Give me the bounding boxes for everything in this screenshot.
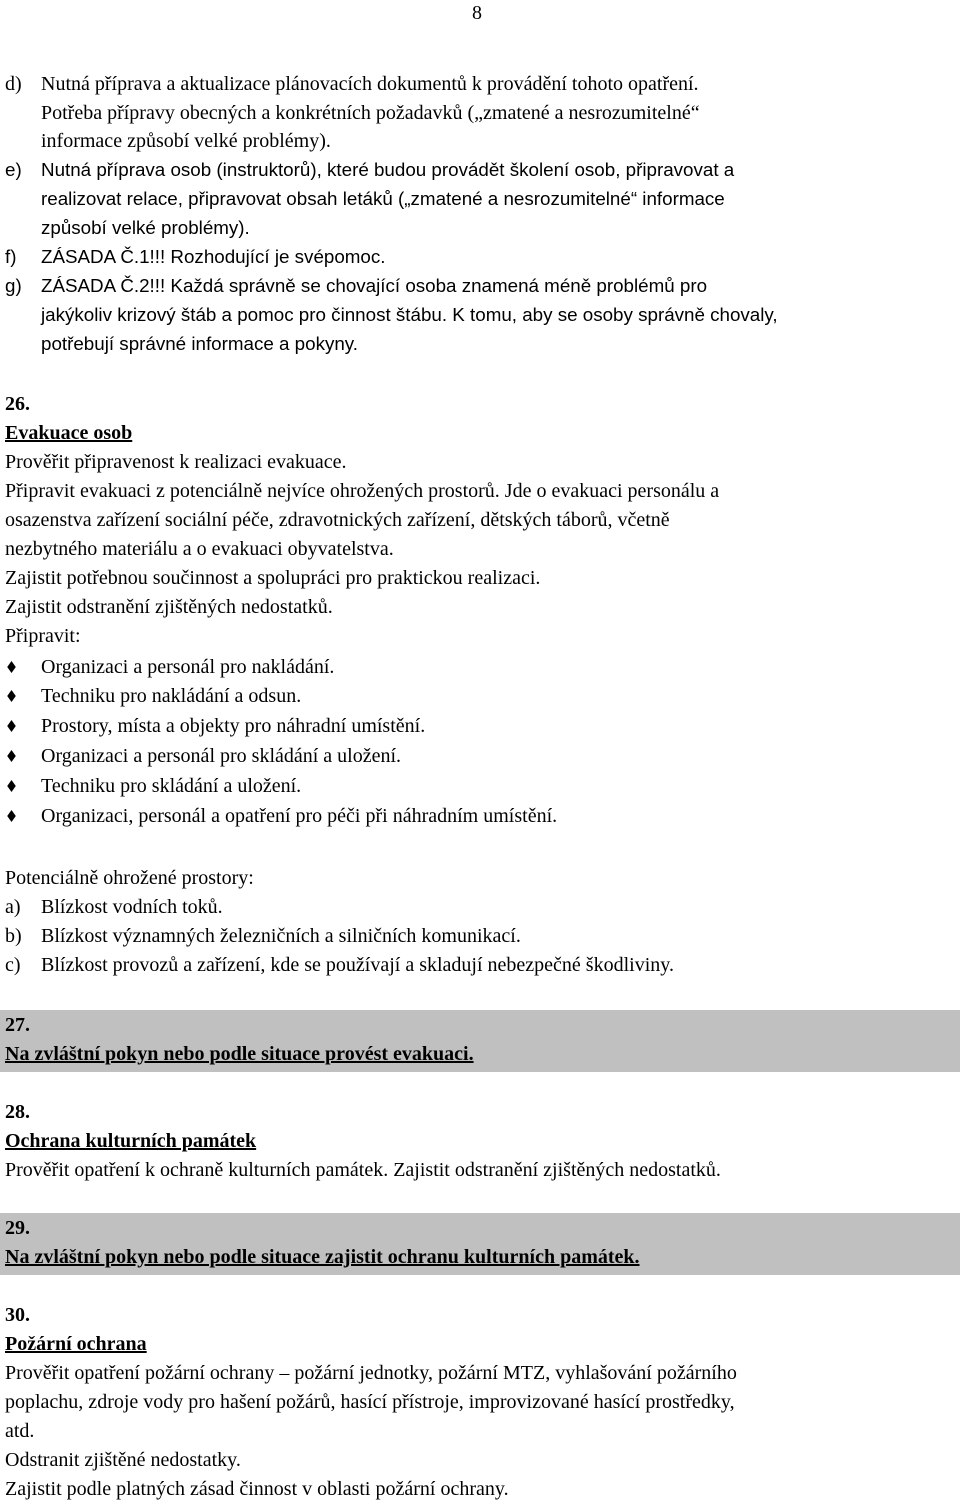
paragraph-line: Zajistit podle platných zásad činnost v oblasti požární ochrany. xyxy=(5,1478,509,1500)
bullet-text: Organizaci a personál pro nakládání. xyxy=(41,656,335,678)
list-text: ZÁSADA Č.2!!! Každá správně se chovající osoba znamená méně problémů pro xyxy=(41,275,708,296)
list-text: Nutná příprava osob (instruktorů), které budou provádět školení osob, připravovat a xyxy=(41,159,735,180)
paragraph-line: Zajistit odstranění zjištěných nedostatků. xyxy=(5,596,333,618)
list-label: c) xyxy=(5,954,21,976)
list-text-continued: potřebují správné informace a pokyny. xyxy=(41,333,359,354)
section-28-title: Ochrana kulturních památek xyxy=(5,1130,257,1152)
list-text-continued: jakýkoliv krizový štáb a pomoc pro činnost štábu. K tomu, aby se osoby správně chovaly, xyxy=(41,304,778,325)
diamond-bullet-icon xyxy=(7,690,16,702)
bullet-text: Techniku pro nakládání a odsun. xyxy=(41,685,302,707)
list-text: Blízkost významných železničních a silničních komunikací. xyxy=(41,925,521,947)
section-26-number: 26. xyxy=(5,393,30,415)
list-item-d xyxy=(5,72,699,96)
section-27-title: Na zvláštní pokyn nebo podle situace provést evakuaci. xyxy=(5,1043,474,1065)
list-item-e xyxy=(5,158,734,182)
section-29-number: 29. xyxy=(5,1217,30,1239)
section-30-title: Požární ochrana xyxy=(5,1333,147,1355)
paragraph-line: osazenstva zařízení sociální péče, zdravotnických zařízení, dětských táborů, včetně xyxy=(5,509,670,531)
bullet-text: Prostory, místa a objekty pro náhradní umístění. xyxy=(41,715,426,737)
paragraph-line: Odstranit zjištěné nedostatky. xyxy=(5,1449,241,1471)
area-item xyxy=(5,953,674,977)
area-item xyxy=(5,895,223,919)
area-item xyxy=(5,924,521,948)
list-text-continued: způsobí velké problémy). xyxy=(41,217,250,238)
paragraph-line: poplachu, zdroje vody pro hašení požárů, hasící přístroje, improvizované hasící prostředky, xyxy=(5,1391,735,1413)
paragraph-line: Prověřit opatření požární ochrany – požární jednotky, požární MTZ, vyhlašování požárního xyxy=(5,1362,737,1384)
paragraph-line: Prověřit připravenost k realizaci evakuace. xyxy=(5,451,347,473)
paragraph-line: Připravit: xyxy=(5,625,81,647)
list-text: ZÁSADA Č.1!!! Rozhodující je svépomoc. xyxy=(41,246,386,267)
list-item-g xyxy=(5,274,707,298)
paragraph-line: Zajistit potřebnou součinnost a spolupráci pro praktickou realizaci. xyxy=(5,567,541,589)
list-text-continued: realizovat relace, připravovat obsah letáků („zmatené a nesrozumitelné“ informace xyxy=(41,188,725,209)
list-item-f xyxy=(5,245,385,269)
list-text-continued: Potřeba přípravy obecných a konkrétních požadavků („zmatené a nesrozumitelné“ xyxy=(41,102,700,124)
list-label: b) xyxy=(5,925,22,947)
list-label: a) xyxy=(5,896,21,918)
list-text-continued: informace způsobí velké problémy). xyxy=(41,130,331,152)
paragraph-line: atd. xyxy=(5,1420,35,1442)
paragraph-line: nezbytného materiálu a o evakuaci obyvatelstva. xyxy=(5,538,394,560)
list-label: g) xyxy=(5,275,22,296)
list-text: Nutná příprava a aktualizace plánovacích dokumentů k provádění tohoto opatření. xyxy=(41,73,699,95)
section-28-number: 28. xyxy=(5,1101,30,1123)
diamond-bullet-icon xyxy=(7,810,16,822)
diamond-bullet-icon xyxy=(7,720,16,732)
list-label: f) xyxy=(5,246,17,267)
diamond-bullet-icon xyxy=(7,661,16,673)
section-26-title: Evakuace osob xyxy=(5,422,133,444)
areas-label: Potenciálně ohrožené prostory: xyxy=(5,867,254,889)
list-text: Blízkost vodních toků. xyxy=(41,896,223,918)
paragraph-line: Připravit evakuaci z potenciálně nejvíce ohrožených prostorů. Jde o evakuaci personálu a xyxy=(5,480,720,502)
list-text: Blízkost provozů a zařízení, kde se používají a skladují nebezpečné škodliviny. xyxy=(41,954,674,976)
bullet-text: Organizaci, personál a opatření pro péči při náhradním umístění. xyxy=(41,805,558,827)
section-27-number: 27. xyxy=(5,1014,30,1036)
section-29-title: Na zvláštní pokyn nebo podle situace zajistit ochranu kulturních památek. xyxy=(5,1246,640,1268)
page-number: 8 xyxy=(472,2,482,24)
section-30-number: 30. xyxy=(5,1304,30,1326)
paragraph-line: Prověřit opatření k ochraně kulturních památek. Zajistit odstranění zjištěných nedostatků. xyxy=(5,1159,721,1181)
bullet-text: Organizaci a personál pro skládání a uložení. xyxy=(41,745,402,767)
diamond-bullet-icon xyxy=(7,780,16,792)
list-label: e) xyxy=(5,159,22,180)
list-label: d) xyxy=(5,73,22,95)
bullet-text: Techniku pro skládání a uložení. xyxy=(41,775,302,797)
diamond-bullet-icon xyxy=(7,750,16,762)
